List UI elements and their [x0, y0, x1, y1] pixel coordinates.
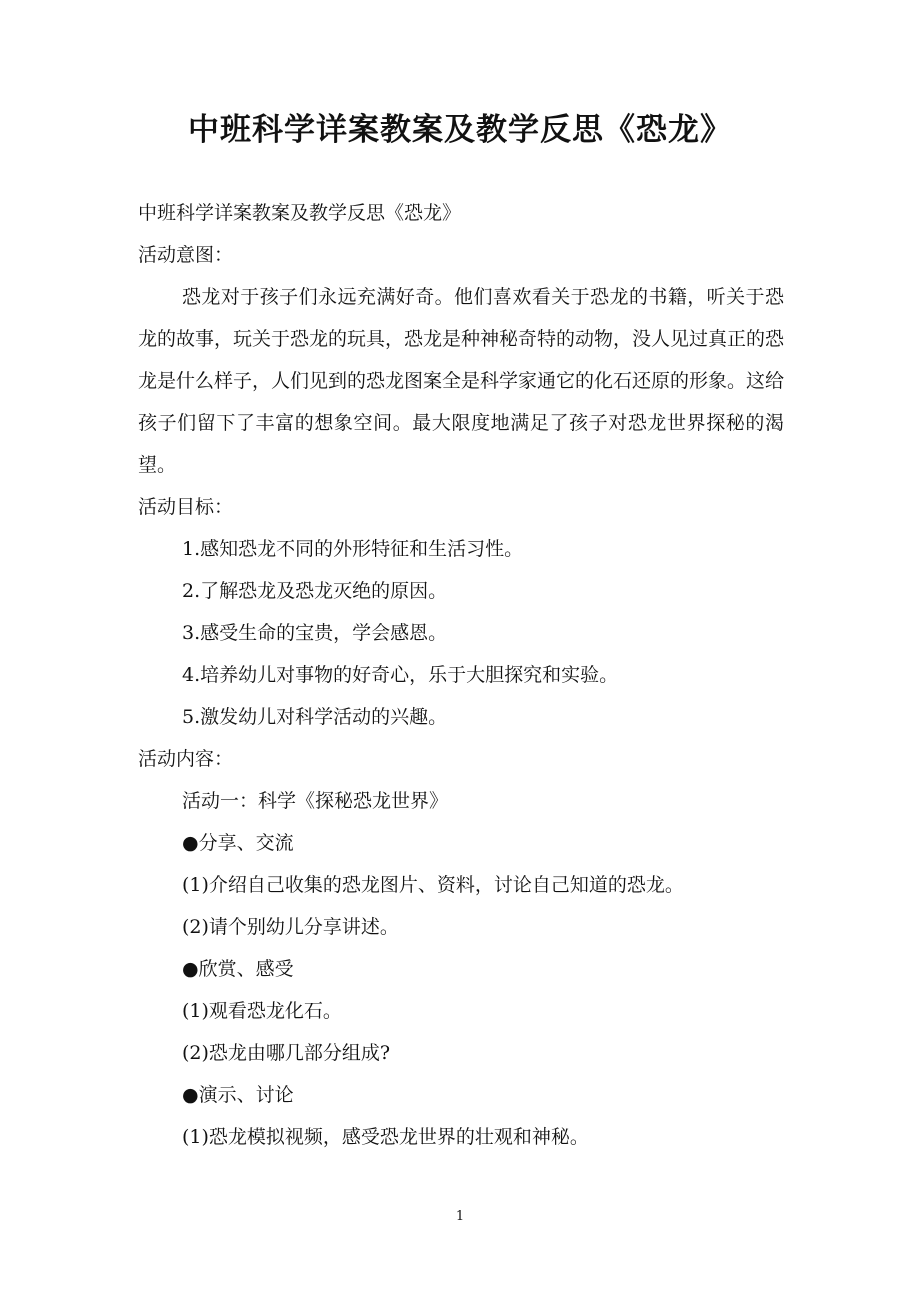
section-item: (1)介绍自己收集的恐龙图片、资料，讨论自己知道的恐龙。 — [182, 874, 684, 896]
intent-paragraph: 恐龙对于孩子们永远充满好奇。他们喜欢看关于恐龙的书籍，听关于恐龙的故事，玩关于恐龙的玩具，恐龙是种神秘奇特的动物，没人见过真正的恐龙是什么样子，人们见到的恐龙图案全是科学家通它的化石还原的形象。这给孩子们留下了丰富的想象空间。最大限度地满足了孩子对恐龙世界探秘的渴望。 — [138, 286, 785, 476]
section-heading: ●分享、交流 — [182, 832, 294, 854]
document-subtitle: 中班科学详案教案及教学反思《恐龙》 — [138, 202, 462, 224]
content-heading: 活动内容： — [138, 748, 234, 770]
section-item: (2)恐龙由哪几部分组成? — [182, 1042, 391, 1064]
section-item: (2)请个别幼儿分享讲述。 — [182, 916, 399, 938]
intent-heading: 活动意图： — [138, 244, 234, 266]
goals-heading: 活动目标： — [138, 496, 234, 518]
goal-item: 2.了解恐龙及恐龙灭绝的原因。 — [182, 580, 448, 602]
section-heading: ●欣赏、感受 — [182, 958, 294, 980]
goal-item: 5.激发幼儿对科学活动的兴趣。 — [182, 706, 448, 728]
goal-item: 3.感受生命的宝贵，学会感恩。 — [182, 622, 448, 644]
section-item: (1)恐龙模拟视频，感受恐龙世界的壮观和神秘。 — [182, 1126, 589, 1148]
goal-item: 4.培养幼儿对事物的好奇心，乐于大胆探究和实验。 — [182, 664, 619, 686]
activity-title: 活动一：科学《探秘恐龙世界》 — [182, 790, 449, 812]
section-heading: ●演示、讨论 — [182, 1084, 294, 1106]
document-title: 中班科学详案教案及教学反思《恐龙》 — [188, 112, 732, 148]
goal-item: 1.感知恐龙不同的外形特征和生活习性。 — [182, 538, 524, 560]
document-body — [138, 192, 784, 1158]
section-item: (1)观看恐龙化石。 — [182, 1000, 342, 1022]
page-number: 1 — [455, 1209, 465, 1224]
